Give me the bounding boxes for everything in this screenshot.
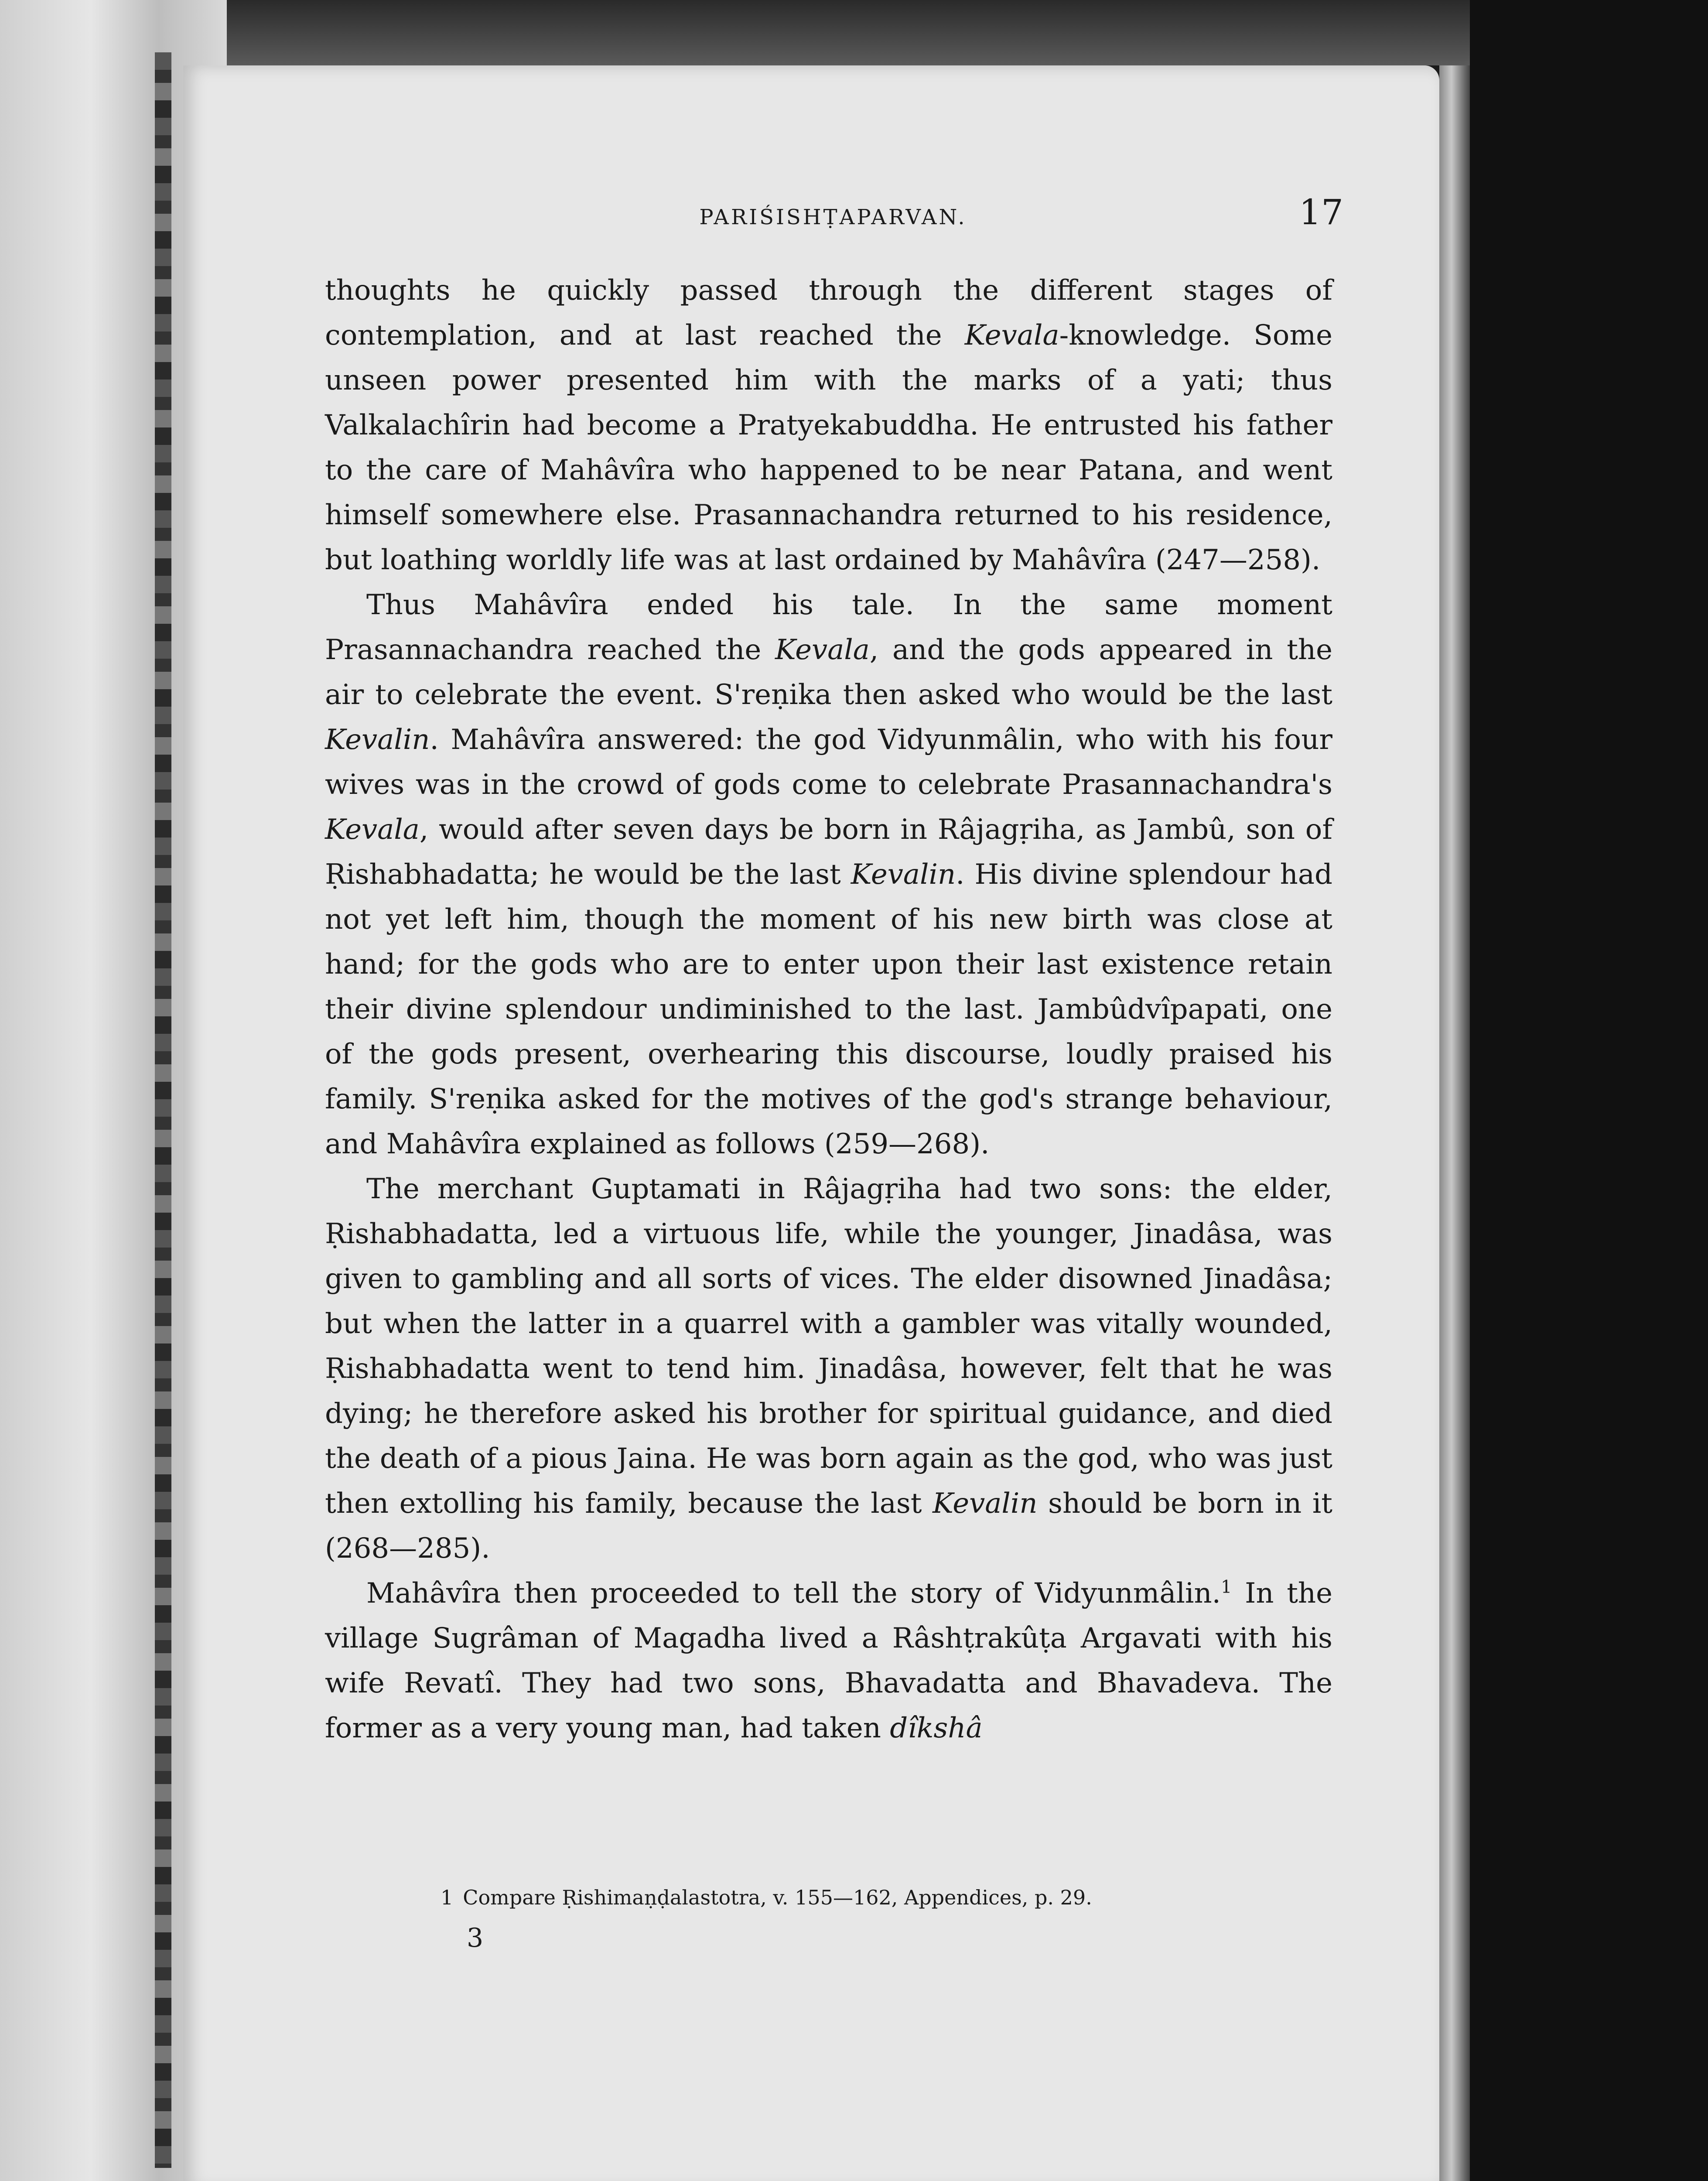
footnote — [441, 1884, 1330, 1911]
italic-term: Kevala — [775, 634, 870, 666]
text-run: The merchant Guptamati in Râjagṛiha had two sons: the elder, Ṛishabhadatta, led a virtuous life, while the younger, Jinadâsa, was given to gambling and all sorts of vices. The elder disowned Jinadâsa; but when the latter in a quarrel with a gambler was vitally wounded, Ṛishabhadatta went to tend him. Jinadâsa, however, felt that he was dying; he therefore asked his brother for spiritual guidance, and died the death of a pious Jaina. He was born again as the god, who was just then extolling his family, because the last — [325, 1173, 1332, 1520]
footnote-ref: 1 — [1221, 1577, 1232, 1597]
italic-term: Kevala — [964, 319, 1059, 352]
paragraph — [325, 583, 1332, 1167]
italic-term: Kevalin — [325, 724, 430, 756]
scan-top-band — [0, 0, 1708, 65]
italic-term: Kevalin — [851, 858, 956, 891]
italic-term: Kevala — [325, 814, 420, 846]
scan-dark-background — [1470, 0, 1708, 2181]
footnote-number: 1 — [441, 1886, 454, 1909]
text-run: In the village Sugrâman of Magadha lived a Râshṭrakûṭa Argavati with his wife Revatî. They had two sons, Bhavadatta and Bhavadeva. The former as a very young man, had taken — [325, 1577, 1333, 1744]
footnote-text: Compare Ṛishimaṇḍalastotra, v. 155—162, Appendices, p. 29. — [463, 1886, 1092, 1909]
text-run: should be born in it (268—285). — [325, 1487, 1333, 1565]
paragraph — [325, 1167, 1332, 1571]
running-head — [323, 192, 1343, 240]
paragraph — [325, 268, 1332, 583]
italic-term: dîkshâ — [890, 1712, 983, 1744]
body-text — [325, 268, 1332, 1751]
running-title: PARIŚISHṬAPARVAN. — [699, 205, 967, 229]
page-edge — [1439, 65, 1470, 2181]
text-run: Thus Mahâvîra ended his tale. In the same moment Prasannachandra reached the — [325, 589, 1332, 666]
text-run: -knowledge. Some unseen power presented him with the marks of a yati; thus Valkalachîrin had become a Pratyekabuddha. He entrusted his father to the care of Mahâvîra who happened to be near Patana, and went himself somewhere else. Prasannachandra returned to his residence, but loathing worldly life was at last ordained by Mahâvîra (247—258). — [325, 319, 1332, 576]
page-number: 17 — [1299, 192, 1343, 232]
text-run: Mahâvîra then proceeded to tell the story of Vidyunmâlin. — [366, 1577, 1221, 1610]
signature-mark: 3 — [467, 1923, 484, 1953]
text-run: , and the gods appeared in the air to celebrate the event. S'reṇika then asked who would be the last — [325, 634, 1333, 711]
italic-term: Kevalin — [933, 1487, 1038, 1520]
text-run: . His divine splendour had not yet left him, though the moment of his new birth was close at hand; for the gods who are to enter upon their last existence retain their divine splendour undiminished to the last. Jambûdvîpapati, one of the gods present, overhearing this discourse, loudly praised his family. S'reṇika asked for the motives of the god's strange behaviour, and Mahâvîra explained as follows (259—268). — [325, 858, 1333, 1160]
paragraph — [325, 1571, 1332, 1751]
text-run: . Mahâvîra answered: the god Vidyunmâlin, who with his four wives was in the crowd of gods come to celebrate Prasannachandra's — [325, 724, 1332, 801]
text-run: , would after seven days be born in Râjagṛiha, as Jambû, son of Ṛishabhadatta; he would be the last — [325, 814, 1332, 891]
book-binding — [155, 52, 171, 2168]
text-run: thoughts he quickly passed through the different stages of contemplation, and at last reached the — [325, 274, 1332, 352]
